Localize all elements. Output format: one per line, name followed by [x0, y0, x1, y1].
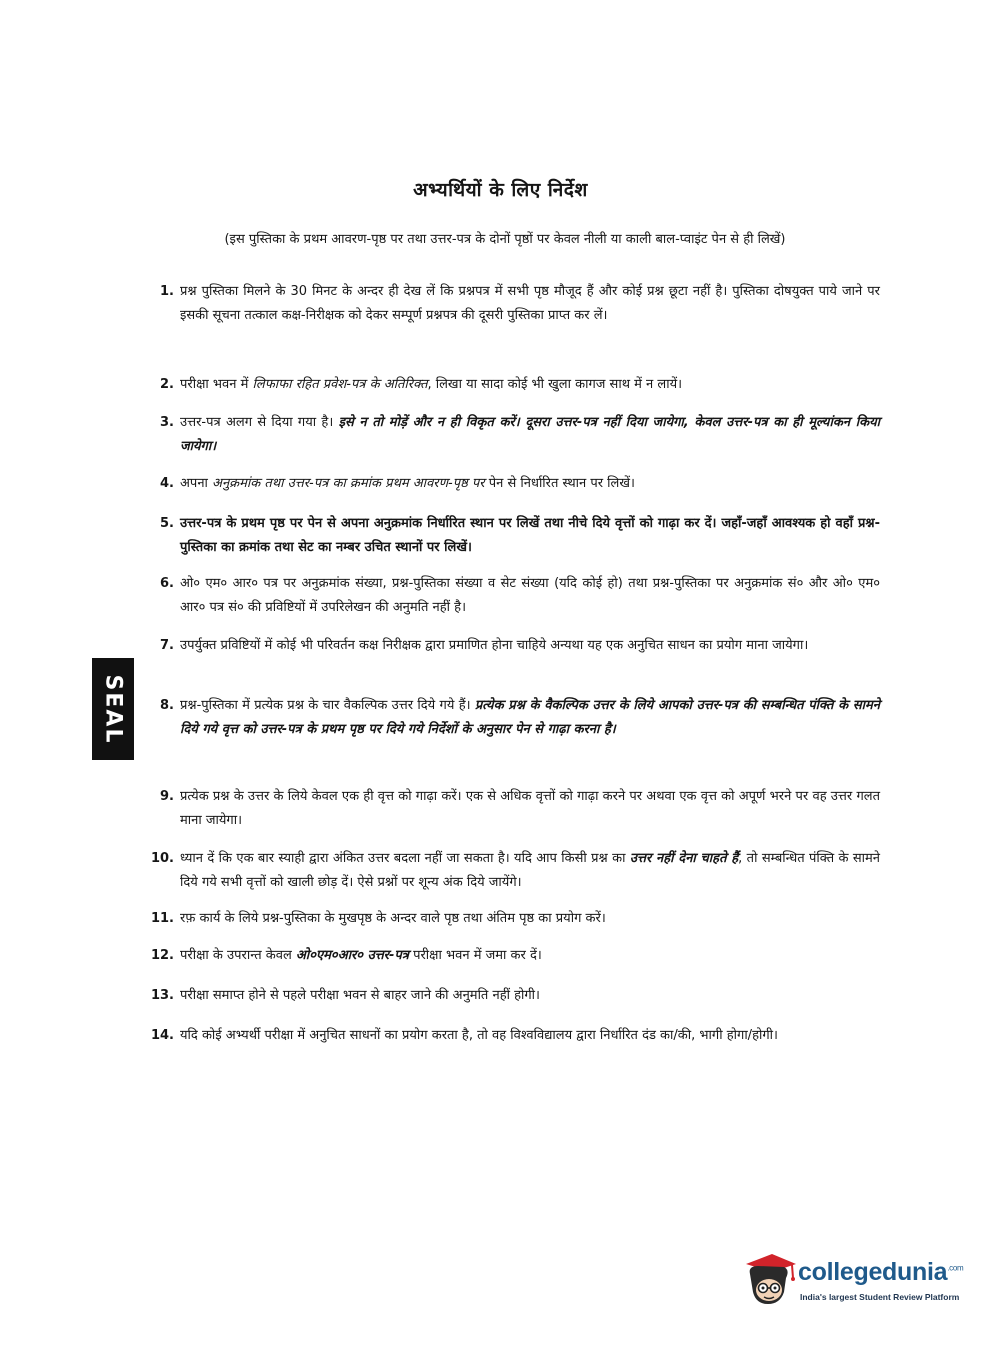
page-subtitle: (इस पुस्तिका के प्रथम आवरण-पृष्ठ पर तथा उत्तर-पत्र के दोनों पृष्ठों पर केवल नीली या काली बाल-प्वाइंट पेन से ही लिखें) [224, 232, 786, 247]
instruction-text [180, 634, 880, 658]
instruction-text-part: प्रश्न पुस्तिका मिलने के 30 मिनट के अन्दर ही देख लें कि प्रश्नपत्र में सभी पृष्ठ मौजूद हैं और कोई प्रश्न छूटा नहीं है। पुस्तिका दोषयुक्त पाये जाने पर इसकी सूचना तत्काल कक्ष-निरीक्षक को देकर सम्पूर्ण प्रश्नपत्र की दूसरी पुस्तिका प्राप्त कर लें। [180, 284, 880, 323]
instruction-number: 8. [160, 698, 174, 713]
instruction-number: 7. [160, 638, 174, 653]
brand-name: collegedunia$^{.com}$ [798, 1258, 964, 1286]
instruction-text [180, 512, 880, 559]
instruction-text-part: उत्तर-पत्र के प्रथम पृष्ठ पर पेन से अपना अनुक्रमांक निर्धारित स्थान पर लिखें तथा नीचे दिये वृत्तों को गाढ़ा कर दें। जहाँ-जहाँ आवश्यक हो वहाँ प्रश्न-पुस्तिका का क्रमांक तथा सेट का नम्बर उचित स्थानों पर लिखें। [180, 516, 880, 555]
instruction-text-part: ध्यान दें कि एक बार स्याही द्वारा अंकित उत्तर बदला नहीं जा सकता है। यदि आप किसी प्रश्न का [180, 851, 630, 866]
instruction-text-part: प्रत्येक प्रश्न के उत्तर के लिये केवल एक ही वृत्त को गाढ़ा करें। एक से अधिक वृत्तों को गाढ़ा करने पर अथवा एक वृत्त को अपूर्ण भरने पर वह उत्तर गलत माना जायेगा। [180, 789, 880, 828]
instruction-text-part: रफ़ कार्य के लिये प्रश्न-पुस्तिका के मुखपृष्ठ के अन्दर वाले पृष्ठ तथा अंतिम पृष्ठ का प्रयोग करें। [180, 911, 606, 926]
instruction-number: 1. [160, 284, 174, 299]
instruction-number: 14. [150, 1028, 174, 1043]
brand-tagline: India's largest Student Review Platform [800, 1292, 960, 1302]
instruction-number: 5. [160, 516, 174, 531]
instruction-text-part: परीक्षा भवन में [180, 377, 253, 392]
instruction-text-part: उत्तर-पत्र अलग से दिया गया है। [180, 415, 339, 430]
instruction-number: 12. [150, 948, 174, 963]
instruction-text-part: , तो सम्बन्धित पंक्ति के सामने दिये गये सभी वृत्तों को खाली छोड़ दें। ऐसे प्रश्नों पर शून्य अंक दिये जायेंगे। [180, 851, 881, 890]
instruction-text-part: परीक्षा भवन में जमा कर दें। [408, 948, 542, 963]
seal-box [92, 658, 134, 760]
student-mascot-icon [742, 1252, 796, 1308]
instruction-text-part: प्रश्न-पुस्तिका में प्रत्येक प्रश्न के चार वैकल्पिक उत्तर दिये गये हैं। [180, 698, 475, 713]
instruction-text-part: परीक्षा समाप्त होने से पहले परीक्षा भवन से बाहर जाने की अनुमति नहीं होगी। [180, 988, 540, 1003]
instruction-text [180, 694, 880, 741]
instruction-text-part: ओ०एम०आर० उत्तर-पत्र [295, 948, 409, 963]
instruction-text [180, 373, 880, 397]
instruction-text [180, 472, 880, 496]
instruction-number: 10. [150, 851, 174, 866]
instruction-text-part: अनुक्रमांक तथा उत्तर-पत्र का क्रमांक प्रथम आवरण-पृष्ठ पर [212, 476, 485, 491]
instruction-number: 3. [160, 415, 174, 430]
instruction-text [180, 847, 880, 894]
instruction-text-part: इसे न तो मोड़ें और न ही विकृत करें। दूसरा उत्तर-पत्र नहीं दिया जायेगा, केवल उत्तर-पत्र का ही मूल्यांकन किया जायेगा। [180, 415, 880, 454]
instruction-text [180, 572, 880, 619]
instruction-text-part: परीक्षा के उपरान्त केवल [180, 948, 296, 963]
seal-label: SEAL [100, 674, 126, 744]
instruction-number: 2. [160, 377, 174, 392]
instruction-text-part: अपना [180, 476, 213, 491]
instruction-text [180, 280, 880, 327]
instruction-text-part: लिफाफा रहित प्रवेश-पत्र के अतिरिक्त [252, 377, 428, 392]
instruction-text [180, 907, 880, 931]
instruction-number: 11. [150, 911, 174, 926]
instruction-text [180, 785, 880, 832]
instruction-number: 6. [160, 576, 174, 591]
instruction-number: 13. [150, 988, 174, 1003]
instruction-text [180, 984, 880, 1008]
instruction-text-part: पेन से निर्धारित स्थान पर लिखें। [484, 476, 635, 491]
instruction-text-part: प्रत्येक प्रश्न के वैकल्पिक उत्तर के लिये आपको उत्तर-पत्र की सम्बन्धित पंक्ति के सामने दिये गये वृत्त को उत्तर-पत्र के प्रथम पृष्ठ पर दिये गये निर्देशों के अनुसार पेन से गाढ़ा करना है। [180, 698, 880, 737]
instruction-text-part: , लिखा या सादा कोई भी खुला कागज साथ में न लायें। [427, 377, 683, 392]
instruction-number: 9. [160, 789, 174, 804]
page-title: अभ्यर्थियों के लिए निर्देश [413, 179, 588, 201]
instruction-text-part: उपर्युक्त प्रविष्टियों में कोई भी परिवर्तन कक्ष निरीक्षक द्वारा प्रमाणित होना चाहिये अन्यथा यह एक अनुचित साधन का प्रयोग माना जायेगा। [180, 638, 809, 653]
instruction-text-part: यदि कोई अभ्यर्थी परीक्षा में अनुचित साधनों का प्रयोग करता है, तो वह विश्वविद्यालय द्वारा निर्धारित दंड का/की, भागी होगा/होगी। [180, 1028, 778, 1043]
instruction-text [180, 1024, 880, 1048]
instruction-text [180, 944, 880, 968]
instruction-text [180, 411, 880, 458]
collegedunia-logo [742, 1250, 972, 1312]
instruction-text-part: ओ० एम० आर० पत्र पर अनुक्रमांक संख्या, प्रश्न-पुस्तिका संख्या व सेट संख्या (यदि कोई हो) तथा प्रश्न-पुस्तिका पर अनुक्रमांक सं० और ओ० एम० आर० पत्र सं० की प्रविष्टियों में उपरिलेखन की अनुमति नहीं है। [180, 576, 880, 615]
instruction-number: 4. [160, 476, 174, 491]
instruction-text-part: उत्तर नहीं देना चाहते हैं [629, 851, 739, 866]
